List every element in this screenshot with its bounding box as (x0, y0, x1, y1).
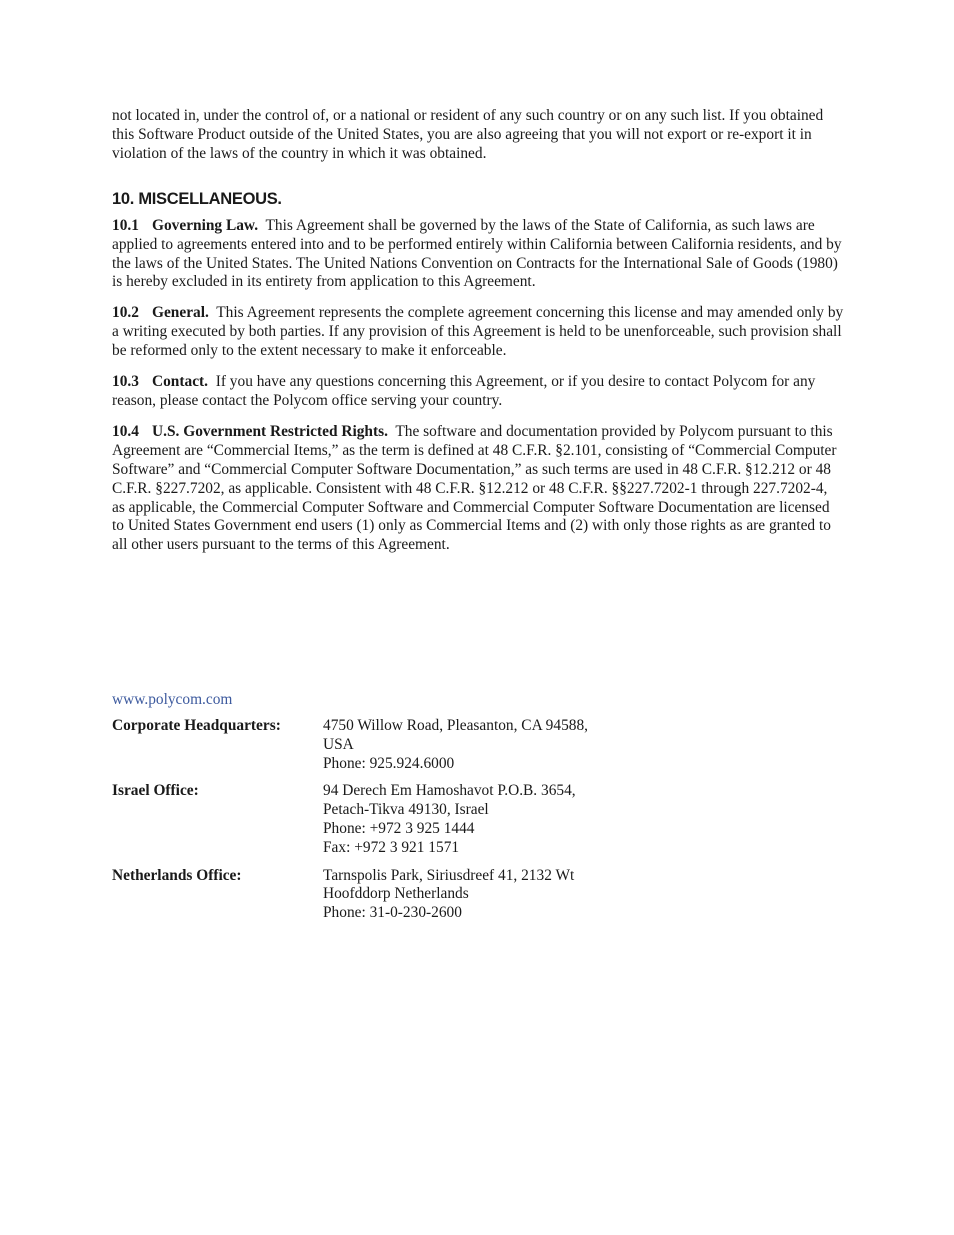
office-corporate-headquarters (112, 717, 712, 773)
clause-number: 10.1 (112, 216, 139, 234)
clause-title: Contact. (152, 373, 208, 391)
address-line: 94 Derech Em Hamoshavot P.O.B. 3654, (323, 782, 576, 800)
clause-contact (112, 373, 844, 411)
address-line: 4750 Willow Road, Pleasanton, CA 94588, (323, 717, 589, 734)
contact-footer (112, 690, 712, 932)
office-address (323, 782, 576, 857)
intro-paragraph: not located in, under the control of, or a national or resident of any such country or on any such list. If you obtained this Software Product outside of the United States, you are also agreeing that you will not export or re-export it in violation of the laws of the country in which it was obtained. (112, 107, 824, 162)
address-line: Petach-Tikva 49130, Israel (323, 801, 489, 819)
address-line: USA (323, 735, 354, 753)
website-link[interactable]: www.polycom.com (112, 691, 233, 708)
office-address (323, 867, 574, 923)
clause-text: This Agreement shall be governed by the laws of the State of California, as such laws are applied to agreements entered into and to be performed entirely within California between California residents, and by the laws of the United States. The United Nations Convention on Contracts for the International Sale of Goods (1980) is hereby excluded in its entirety from application to this Agreement. (112, 216, 842, 291)
fax-line: Fax: +972 3 921 1571 (323, 838, 460, 856)
license-page-body (112, 107, 844, 567)
phone-line: Phone: 925.924.6000 (323, 754, 455, 772)
clause-text: If you have any questions concerning this Agreement, or if you desire to contact Polycom for any reason, please contact the Polycom office serving your country. (112, 373, 816, 409)
clause-title: General. (152, 304, 209, 322)
clause-governing-law (112, 217, 844, 293)
office-address (323, 717, 588, 773)
office-netherlands (112, 867, 712, 923)
section-heading: 10. MISCELLANEOUS. (112, 189, 282, 208)
clause-title: U.S. Government Restricted Rights. (152, 422, 388, 440)
clause-text: This Agreement represents the complete agreement concerning this license and may amended only by a writing executed by both parties. If any provision of this Agreement is held to be unenforceable, such provision shall be reformed only to the extent necessary to make it enforceable. (112, 304, 844, 360)
clause-number: 10.2 (112, 304, 139, 322)
clause-title: Governing Law. (152, 216, 259, 234)
office-label: Israel Office: (112, 782, 199, 800)
clause-general (112, 304, 844, 361)
address-line: Tarnspolis Park, Siriusdreef 41, 2132 Wt (323, 866, 575, 884)
clause-number: 10.3 (112, 373, 139, 391)
clause-government-rights (112, 423, 844, 555)
phone-line: Phone: 31-0-230-2600 (323, 904, 462, 922)
phone-line: Phone: +972 3 925 1444 (323, 819, 475, 837)
clause-text: The software and documentation provided by Polycom pursuant to this Agreement are “Commercial Items,” as the term is defined at 48 C.F.R. §2.101, consisting of “Commercial Computer Software” and “Commercial Computer Software Documentation,” as such terms are used in 48 C.F.R. §12.212 or 48 C.F.R. §227.7202, as applicable. Consistent with 48 C.F.R. §12.212 or 48 C.F.R. §§227.7202-1 through 227.7202-4, as applicable, the Commercial Computer Software and Commercial Computer Software Documentation are licensed to United States Government end users (1) only as Commercial Items and (2) with only those rights as are granted to all other users pursuant to the terms of this Agreement. (112, 422, 837, 554)
clause-number: 10.4 (112, 422, 139, 440)
office-label: Corporate Headquarters: (112, 717, 281, 734)
office-israel (112, 782, 712, 857)
office-label: Netherlands Office: (112, 866, 242, 884)
address-line: Hoofddorp Netherlands (323, 885, 469, 903)
